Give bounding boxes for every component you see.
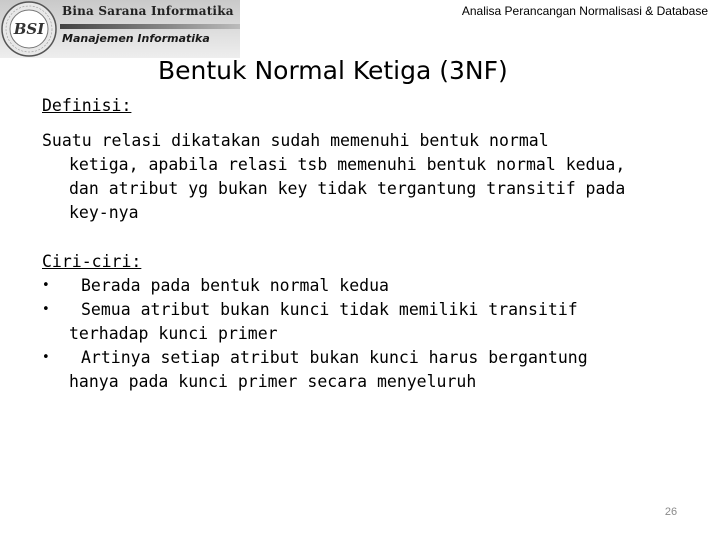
ciri-ciri-list bbox=[42, 274, 702, 394]
definisi-heading: Definisi: bbox=[42, 96, 132, 115]
bullet-icon: • bbox=[42, 278, 50, 293]
logo-line-institution: Bina Sarana Informatika bbox=[62, 4, 234, 18]
bullet-text-continued: hanya pada kunci primer secara menyeluruh bbox=[69, 372, 477, 391]
bullet-icon: • bbox=[42, 302, 50, 317]
definisi-line: Suatu relasi dikatakan sudah memenuhi bentuk normal bbox=[42, 131, 549, 150]
institution-logo-banner bbox=[0, 0, 240, 58]
bullet-text: Berada pada bentuk normal kedua bbox=[81, 276, 389, 295]
seal-letters: BSI bbox=[13, 20, 45, 38]
list-item bbox=[42, 298, 702, 346]
course-header-title: Analisa Perancangan Normalisasi & Database bbox=[461, 4, 708, 18]
page-number: 26 bbox=[664, 506, 678, 518]
ciri-ciri-heading: Ciri-ciri: bbox=[42, 252, 142, 271]
bullet-text-continued: terhadap kunci primer bbox=[69, 324, 278, 343]
definisi-line: ketiga, apabila relasi tsb memenuhi bentuk normal kedua, bbox=[69, 155, 626, 174]
definisi-paragraph bbox=[42, 129, 702, 225]
bullet-text: Semua atribut bukan kunci tidak memiliki transitif bbox=[81, 300, 578, 319]
logo-line-program: Manajemen Informatika bbox=[62, 32, 210, 45]
definisi-line: dan atribut yg bukan key tidak tergantung transitif pada bbox=[69, 179, 626, 198]
logo-divider bbox=[60, 24, 240, 29]
slide-title: Bentuk Normal Ketiga (3NF) bbox=[158, 56, 508, 85]
definisi-line: key-nya bbox=[69, 203, 139, 222]
list-item bbox=[42, 346, 702, 394]
bullet-icon: • bbox=[42, 350, 50, 365]
list-item bbox=[42, 274, 702, 298]
bsi-seal-icon bbox=[0, 0, 60, 58]
bullet-text: Artinya setiap atribut bukan kunci harus bergantung bbox=[81, 348, 588, 367]
